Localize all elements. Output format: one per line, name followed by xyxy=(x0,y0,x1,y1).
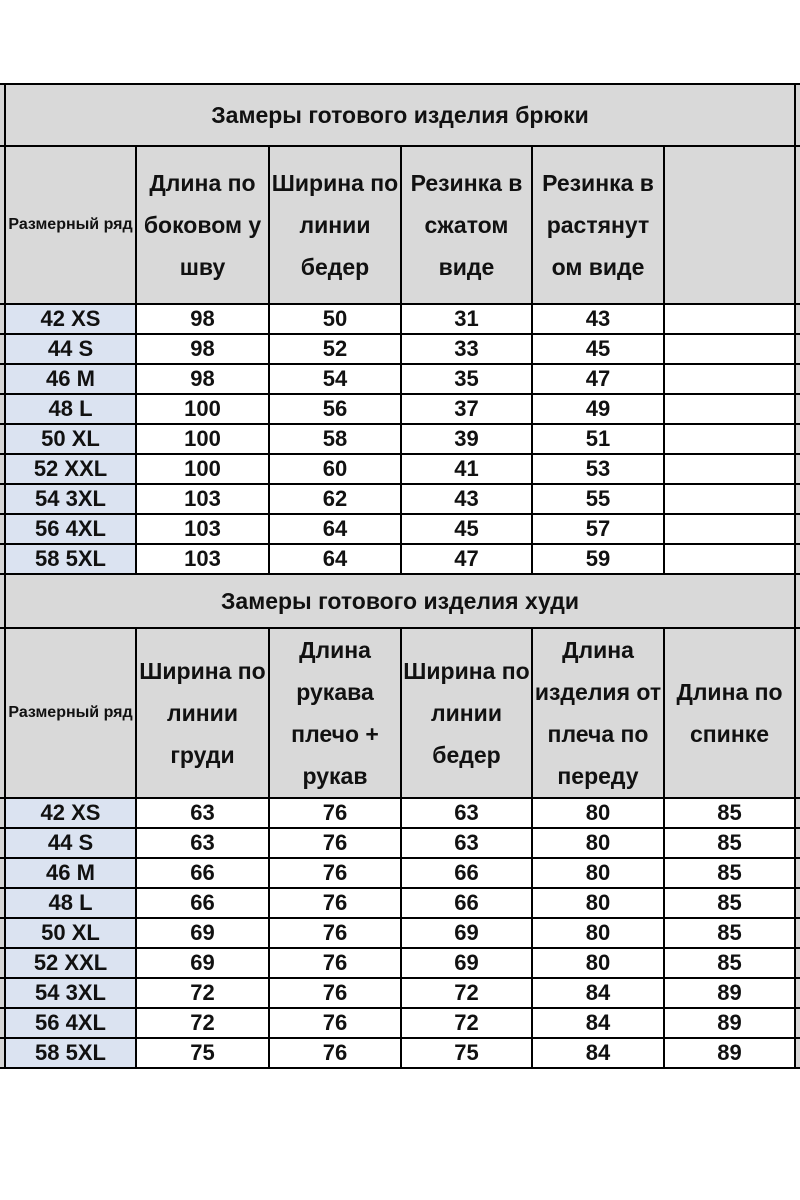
measurement-cell: 103 xyxy=(136,484,269,514)
size-label: 42 XS xyxy=(5,304,136,334)
size-label: 54 3XL xyxy=(5,484,136,514)
measurement-cell: 45 xyxy=(401,514,532,544)
measurement-cell: 60 xyxy=(269,454,401,484)
size-label: 50 XL xyxy=(5,918,136,948)
size-label: 42 XS xyxy=(5,798,136,828)
pants-title-row xyxy=(0,84,800,146)
measurement-cell: 85 xyxy=(664,798,795,828)
size-label: 56 4XL xyxy=(5,514,136,544)
measurement-cell: 66 xyxy=(401,888,532,918)
table-right-edge xyxy=(795,628,800,798)
measurement-cell: 100 xyxy=(136,424,269,454)
table-row xyxy=(0,858,800,888)
measurement-cell: 84 xyxy=(532,1038,664,1068)
measurement-cell: 98 xyxy=(136,334,269,364)
measurement-cell: 56 xyxy=(269,394,401,424)
measurement-cell: 39 xyxy=(401,424,532,454)
hoodie-column-header: Длина рукава плечо + рукав xyxy=(269,628,401,798)
table-row xyxy=(0,304,800,334)
measurement-cell: 85 xyxy=(664,888,795,918)
pants-size-range-header: Размерный ряд xyxy=(5,146,136,304)
measurement-cell: 62 xyxy=(269,484,401,514)
table-right-edge xyxy=(795,484,800,514)
measurement-cell: 51 xyxy=(532,424,664,454)
table-row xyxy=(0,484,800,514)
size-label: 46 M xyxy=(5,858,136,888)
measurement-cell: 55 xyxy=(532,484,664,514)
measurement-cell: 54 xyxy=(269,364,401,394)
measurement-cell: 76 xyxy=(269,858,401,888)
measurement-cell: 50 xyxy=(269,304,401,334)
measurement-cell: 76 xyxy=(269,978,401,1008)
measurement-cell: 59 xyxy=(532,544,664,574)
measurement-cell: 89 xyxy=(664,1008,795,1038)
table-row xyxy=(0,1008,800,1038)
table-row xyxy=(0,544,800,574)
measurement-cell: 100 xyxy=(136,394,269,424)
table-row xyxy=(0,1038,800,1068)
measurement-cell xyxy=(664,454,795,484)
table-right-edge xyxy=(795,146,800,304)
measurement-cell xyxy=(664,424,795,454)
measurement-cell: 80 xyxy=(532,948,664,978)
measurement-cell: 58 xyxy=(269,424,401,454)
measurement-cell: 43 xyxy=(532,304,664,334)
measurement-cell: 69 xyxy=(401,918,532,948)
measurement-cell: 85 xyxy=(664,948,795,978)
measurement-cell: 76 xyxy=(269,888,401,918)
table-right-edge xyxy=(795,888,800,918)
size-chart-sheet xyxy=(0,83,800,1069)
hoodie-column-header: Ширина по линии бедер xyxy=(401,628,532,798)
size-label: 54 3XL xyxy=(5,978,136,1008)
table-right-edge xyxy=(795,978,800,1008)
measurement-cell: 75 xyxy=(136,1038,269,1068)
size-label: 52 XXL xyxy=(5,454,136,484)
size-label: 52 XXL xyxy=(5,948,136,978)
measurement-cell: 80 xyxy=(532,918,664,948)
measurement-cell: 76 xyxy=(269,828,401,858)
measurement-cell: 76 xyxy=(269,948,401,978)
hoodie-size-range-header: Размерный ряд xyxy=(5,628,136,798)
table-row xyxy=(0,514,800,544)
measurement-cell: 72 xyxy=(401,978,532,1008)
pants-section-title: Замеры готового изделия брюки xyxy=(5,84,795,146)
table-row xyxy=(0,888,800,918)
measurement-cell xyxy=(664,514,795,544)
measurement-cell: 63 xyxy=(136,798,269,828)
table-right-edge xyxy=(795,424,800,454)
pants-column-header: Ширина по линии бедер xyxy=(269,146,401,304)
measurement-cell: 85 xyxy=(664,918,795,948)
size-label: 48 L xyxy=(5,888,136,918)
measurement-cell: 63 xyxy=(136,828,269,858)
measurement-cell xyxy=(664,334,795,364)
hoodie-column-header: Длина по спинке xyxy=(664,628,795,798)
measurement-cell: 103 xyxy=(136,544,269,574)
measurement-cell xyxy=(664,394,795,424)
table-right-edge xyxy=(795,84,800,146)
size-table xyxy=(0,83,800,1069)
measurement-cell: 98 xyxy=(136,364,269,394)
table-right-edge xyxy=(795,798,800,828)
measurement-cell: 64 xyxy=(269,514,401,544)
measurement-cell: 85 xyxy=(664,828,795,858)
table-row xyxy=(0,798,800,828)
table-row xyxy=(0,334,800,364)
table-right-edge xyxy=(795,364,800,394)
measurement-cell: 63 xyxy=(401,828,532,858)
measurement-cell: 76 xyxy=(269,1008,401,1038)
pants-column-header: Резинка в сжатом виде xyxy=(401,146,532,304)
measurement-cell: 37 xyxy=(401,394,532,424)
hoodie-column-header: Длина изделия от плеча по переду xyxy=(532,628,664,798)
measurement-cell: 66 xyxy=(136,858,269,888)
measurement-cell: 80 xyxy=(532,798,664,828)
hoodie-column-header: Ширина по линии груди xyxy=(136,628,269,798)
measurement-cell: 41 xyxy=(401,454,532,484)
measurement-cell xyxy=(664,304,795,334)
table-row xyxy=(0,454,800,484)
size-label: 46 M xyxy=(5,364,136,394)
measurement-cell xyxy=(664,484,795,514)
measurement-cell: 43 xyxy=(401,484,532,514)
measurement-cell: 100 xyxy=(136,454,269,484)
measurement-cell: 72 xyxy=(136,978,269,1008)
hoodie-section-title: Замеры готового изделия худи xyxy=(5,574,795,628)
measurement-cell: 89 xyxy=(664,978,795,1008)
measurement-cell: 35 xyxy=(401,364,532,394)
measurement-cell: 69 xyxy=(401,948,532,978)
measurement-cell: 89 xyxy=(664,1038,795,1068)
pants-header-row xyxy=(0,146,800,304)
measurement-cell xyxy=(664,364,795,394)
table-right-edge xyxy=(795,394,800,424)
table-right-edge xyxy=(795,454,800,484)
measurement-cell: 52 xyxy=(269,334,401,364)
table-row xyxy=(0,364,800,394)
measurement-cell: 66 xyxy=(401,858,532,888)
size-label: 44 S xyxy=(5,334,136,364)
size-label: 58 5XL xyxy=(5,544,136,574)
measurement-cell: 76 xyxy=(269,918,401,948)
measurement-cell: 49 xyxy=(532,394,664,424)
measurement-cell: 45 xyxy=(532,334,664,364)
size-label: 58 5XL xyxy=(5,1038,136,1068)
size-label: 56 4XL xyxy=(5,1008,136,1038)
measurement-cell xyxy=(664,544,795,574)
table-row xyxy=(0,948,800,978)
measurement-cell: 80 xyxy=(532,888,664,918)
measurement-cell: 31 xyxy=(401,304,532,334)
table-right-edge xyxy=(795,1008,800,1038)
size-label: 48 L xyxy=(5,394,136,424)
measurement-cell: 47 xyxy=(401,544,532,574)
table-right-edge xyxy=(795,304,800,334)
table-right-edge xyxy=(795,948,800,978)
table-right-edge xyxy=(795,574,800,628)
size-label: 44 S xyxy=(5,828,136,858)
measurement-cell: 76 xyxy=(269,798,401,828)
table-row xyxy=(0,424,800,454)
measurement-cell: 103 xyxy=(136,514,269,544)
measurement-cell: 85 xyxy=(664,858,795,888)
table-right-edge xyxy=(795,514,800,544)
measurement-cell: 80 xyxy=(532,858,664,888)
measurement-cell: 72 xyxy=(401,1008,532,1038)
measurement-cell: 53 xyxy=(532,454,664,484)
pants-column-header: Резинка в растянут ом виде xyxy=(532,146,664,304)
pants-column-header: Длина по боковом у шву xyxy=(136,146,269,304)
measurement-cell: 66 xyxy=(136,888,269,918)
table-right-edge xyxy=(795,334,800,364)
measurement-cell: 98 xyxy=(136,304,269,334)
measurement-cell: 72 xyxy=(136,1008,269,1038)
pants-column-header xyxy=(664,146,795,304)
measurement-cell: 84 xyxy=(532,978,664,1008)
table-row xyxy=(0,394,800,424)
size-label: 50 XL xyxy=(5,424,136,454)
table-right-edge xyxy=(795,544,800,574)
measurement-cell: 84 xyxy=(532,1008,664,1038)
measurement-cell: 80 xyxy=(532,828,664,858)
table-row xyxy=(0,918,800,948)
hoodie-header-row xyxy=(0,628,800,798)
measurement-cell: 63 xyxy=(401,798,532,828)
measurement-cell: 33 xyxy=(401,334,532,364)
measurement-cell: 64 xyxy=(269,544,401,574)
table-row xyxy=(0,828,800,858)
table-row xyxy=(0,978,800,1008)
measurement-cell: 57 xyxy=(532,514,664,544)
measurement-cell: 69 xyxy=(136,948,269,978)
measurement-cell: 69 xyxy=(136,918,269,948)
table-right-edge xyxy=(795,858,800,888)
table-right-edge xyxy=(795,918,800,948)
measurement-cell: 76 xyxy=(269,1038,401,1068)
measurement-cell: 75 xyxy=(401,1038,532,1068)
hoodie-title-row xyxy=(0,574,800,628)
table-right-edge xyxy=(795,828,800,858)
measurement-cell: 47 xyxy=(532,364,664,394)
table-right-edge xyxy=(795,1038,800,1068)
